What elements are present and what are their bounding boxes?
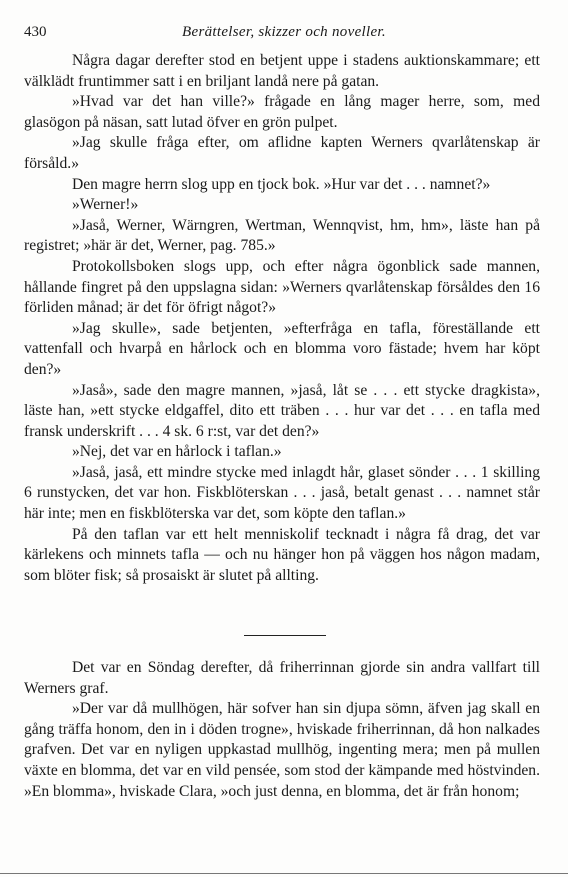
running-head — [24, 24, 544, 44]
paragraph: »Jaså», sade den magre mannen, »jaså, låt se . . . ett stycke dragkista», läste han, »ett stycke eldgaffel, dito ett träben . . . hur var det . . . en tafla med fransk underskrift . . . 4 sk. 6 r:st, var det den?» — [24, 381, 540, 440]
running-title: Berättelser, skizzer och noveller. — [182, 24, 386, 40]
paragraph: »Jag skulle», sade betjenten, »efterfråga en tafla, föreställande ett vattenfall och hvarpå en hårlock och en blomma voro fästade; hvem har köpt den?» — [24, 319, 540, 378]
paragraph: »Werner!» — [72, 196, 139, 214]
paragraph: »Jaså, Werner, Wärngren, Wertman, Wennqvist, hm, hm», läste han på registret; »här är det, Werner, pag. 785.» — [24, 216, 540, 255]
paragraph: »Hvad var det han ville?» frågade en lång mager herre, som, med glasögon på näsan, satt lutad öfver en grön pulpet. — [24, 93, 540, 131]
paragraph: »Jag skulle fråga efter, om aflidne kapten Werners qvarlåtenskap är försåld.» — [24, 134, 540, 172]
paragraph: På den taflan var ett helt menniskolif tecknadt i några få drag, det var kärlekens och minnets tafla — och nu hänger hon på väggen hos någon madam, som blöter fisk; så prosaiskt är slutet på allting. — [24, 525, 540, 584]
paragraph: Protokollsboken slogs upp, och efter några ögonblick sade mannen, hållande fingret på den uppslagna sidan: »Werners qvarlåtenskap försåldes den 16 förliden månad; är det för öfrigt något?» — [24, 257, 540, 317]
paragraph: Det var en Söndag derefter, då friherrinnan gjorde sin andra vallfart till Werners graf. — [24, 659, 540, 697]
page-bottom-edge — [0, 873, 568, 874]
story-text-after-break — [24, 658, 540, 802]
page-number: 430 — [24, 24, 47, 40]
story-text-before-break — [24, 51, 540, 586]
paragraph: »Jaså, jaså, ett mindre stycke med inlagdt hår, glaset sönder . . . 1 skilling 6 runstycken, det var hon. Fiskblöterskan . . . jaså, betalt genast . . . namnet står här inte; men en fiskblöterska var det, som köpte den taflan.» — [24, 463, 540, 523]
paragraph: »Nej, det var en hårlock i taflan.» — [72, 443, 282, 461]
section-divider — [244, 635, 326, 636]
paragraph: Den magre herrn slog upp en tjock bok. »Hur var det . . . namnet?» — [72, 175, 491, 193]
paragraph: »Der var då mullhögen, här sofver han sin djupa sömn, äfven jag skall en gång träffa honom, den in i döden trogne», hviskade friherrinnan, då hon nalkades grafven. Det var en nyligen uppkastad mullhög, ingenting mera; men på mullen växte en blomma, det var en vild pensée, som stod der kämpande med höstvinden. »En blomma», hviskade Clara, »och just denna, en blomma, det är från honom; — [24, 700, 540, 800]
paragraph: Några dagar derefter stod en betjent uppe i stadens auktionskammare; ett välklädt fruntimmer satt i en briljant landå nere på gatan. — [24, 52, 540, 90]
